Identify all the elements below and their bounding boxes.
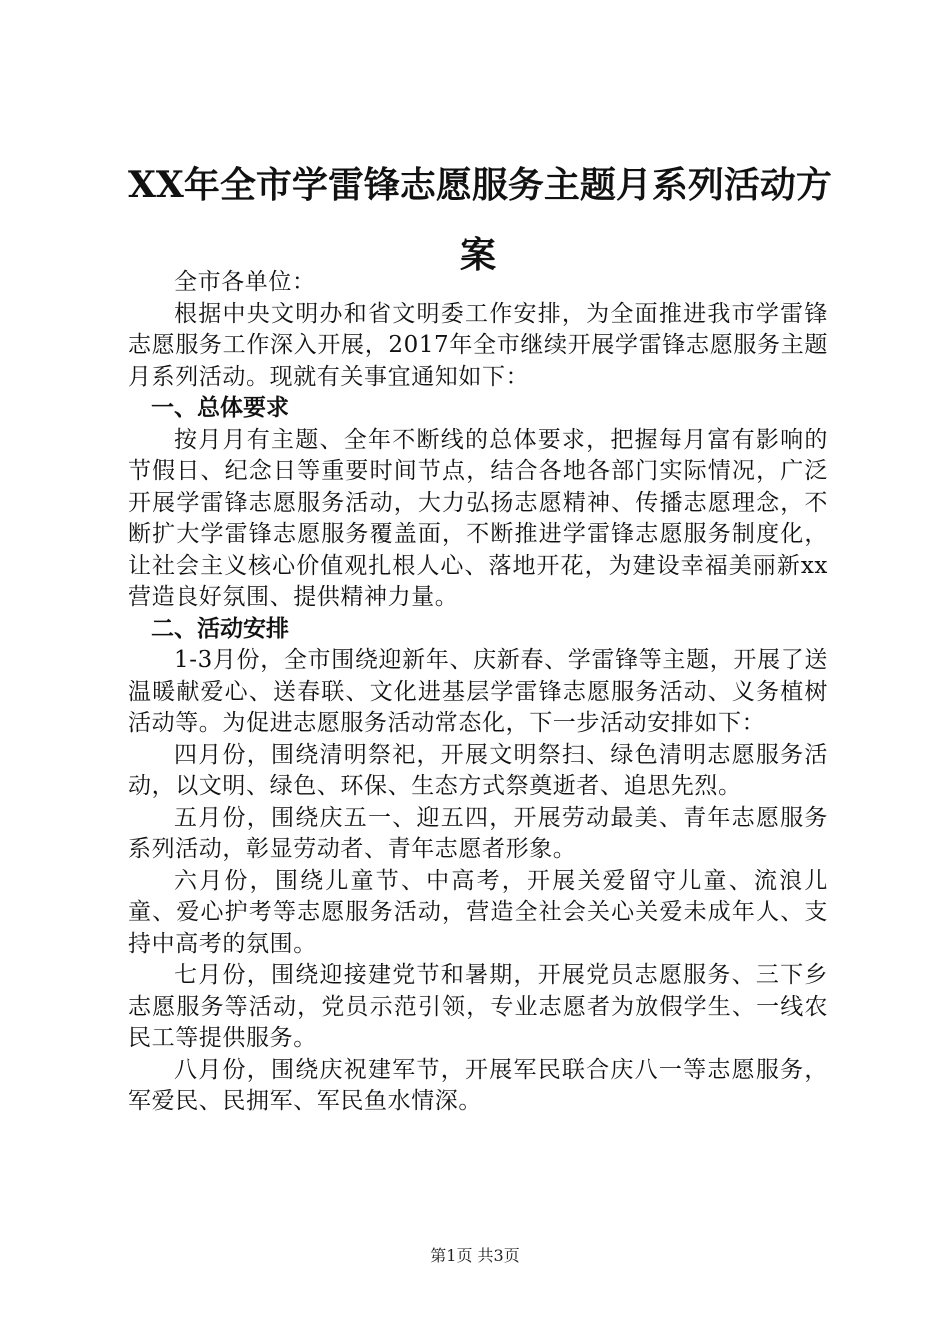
june-paragraph: 六月份，围绕儿童节、中高考，开展关爱留守儿童、流浪儿童、爱心护考等志愿服务活动，营造全社会关心关爱未成年人、支持中高考的氛围。 <box>128 867 828 957</box>
salutation: 全市各单位： <box>174 269 316 295</box>
document-body <box>128 267 828 1118</box>
general-requirements-paragraph: 按月月有主题、全年不断线的总体要求，把握每月富有影响的节假日、纪念日等重要时间节点，结合各地各部门实际情况，广泛开展学雷锋志愿服务活动，大力弘扬志愿精神、传播志愿理念，不断扩大学雷锋志愿服务覆盖面，不断推进学雷锋志愿服务制度化，让社会主义核心价值观扎根人心、落地开花，为建设幸福美丽新xx营造良好氛围、提供精神力量。 <box>128 426 828 610</box>
may-paragraph: 五月份，围绕庆五一、迎五四，开展劳动最美、青年志愿服务系列活动，彰显劳动者、青年志愿者形象。 <box>128 804 828 862</box>
section-heading-general-requirements: 一、总体要求 <box>151 395 289 421</box>
july-paragraph: 七月份，围绕迎接建党节和暑期，开展党员志愿服务、三下乡志愿服务等活动，党员示范引领，专业志愿者为放假学生、一线农民工等提供服务。 <box>128 962 828 1051</box>
activity-schedule-intro: 1-3月份，全市围绕迎新年、庆新春、学雷锋等主题，开展了送温暖献爱心、送春联、文化进基层学雷锋志愿服务活动、义务植树活动等。为促进志愿服务活动常态化，下一步活动安排如下： <box>128 647 828 736</box>
title-line-1: XX年全市学雷锋志愿服务主题月系列活动方 <box>128 164 832 206</box>
april-paragraph: 四月份，围绕清明祭祀，开展文明祭扫、绿色清明志愿服务活动，以文明、绿色、环保、生态方式祭奠逝者、追思先烈。 <box>128 741 828 799</box>
august-paragraph: 八月份，围绕庆祝建军节，开展军民联合庆八一等志愿服务，军爱民、民拥军、军民鱼水情深。 <box>128 1056 828 1114</box>
section-heading-activity-schedule: 二、活动安排 <box>151 615 289 642</box>
intro-paragraph: 根据中央文明办和省文明委工作安排，为全面推进我市学雷锋志愿服务工作深入开展，2017年全市继续开展学雷锋志愿服务主题月系列活动。现就有关事宜通知如下： <box>128 300 828 390</box>
title-line-2: 案 <box>459 234 496 276</box>
page-footer: 第1页 共3页 <box>430 1246 520 1265</box>
